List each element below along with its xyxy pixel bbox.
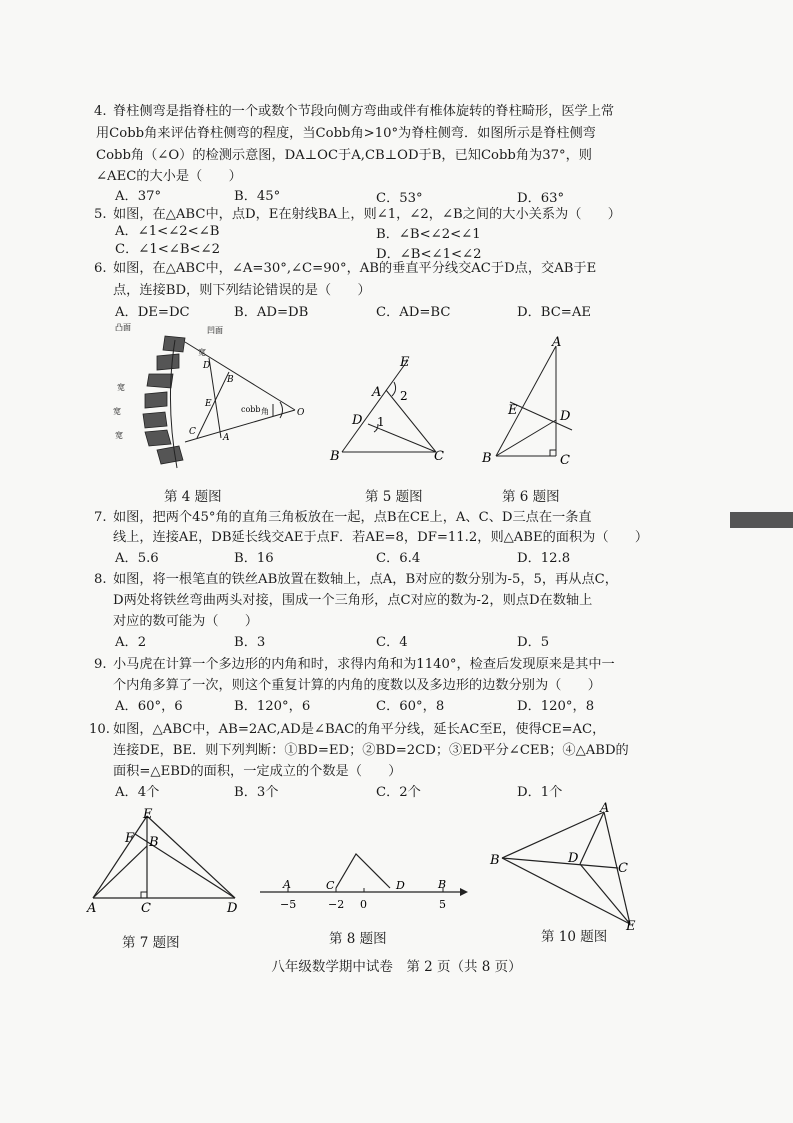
figure-5-triangle [328,352,458,464]
fig4-point-c: C [189,427,196,437]
question-6-option-d[interactable]: D．BC=AE [517,305,591,320]
page-edge-tab [730,512,793,528]
question-6-option-c[interactable]: C．AD=BC [376,305,451,320]
fig10-point-c: C [618,861,628,876]
figure-10-triangle [488,800,648,936]
question-8-line-2: D两处将铁丝弯曲两头对接，围成一个三角形，点C对应的数为-2，则点D在数轴上 [113,593,593,608]
fig5-point-b: B [330,449,340,464]
fig4-label-wide-1: 宽 [198,348,206,357]
question-7-line-2: 线上，连接AE，DB延长线交AE于点F．若AE=8，DF=11.2，则△ABE的面积为（ ） [113,530,649,545]
question-9-option-a[interactable]: A．60°，6 [115,699,183,714]
figure-7-caption: 第 7 题图 [122,935,180,951]
figure-4-caption: 第 4 题图 [164,489,222,505]
fig6-point-b: B [482,451,492,466]
fig8-point-d: D [396,879,405,892]
fig10-point-d: D [568,851,579,866]
fig8-tick-m2: −2 [328,898,345,911]
question-8-option-d[interactable]: D．5 [517,635,550,650]
fig7-point-e: E [143,807,153,822]
question-8-line-3: 对应的数可能为（ ） [113,614,259,629]
question-4-option-d[interactable]: D．63° [517,191,565,206]
fig10-point-e: E [626,919,636,934]
question-9-line-2: 个内角多算了一次，则这个重复计算的内角的度数以及多边形的边数分别为（ ） [113,678,601,693]
fig5-point-e: E [400,355,410,370]
question-10-number: 10. [89,722,110,737]
fig10-point-b: B [490,853,500,868]
question-8-option-c[interactable]: C．4 [376,635,408,650]
fig8-tick-0: 0 [360,898,367,911]
question-5-number: 5. [94,207,107,222]
question-5-option-b[interactable]: B．∠B<∠2<∠1 [376,227,481,242]
fig5-point-d: D [352,413,363,428]
fig5-angle-2: 2 [400,389,408,403]
question-5-line-1: 如图，在△ABC中，点D，E在射线BA上，则∠1，∠2，∠B之间的大小关系为（ ） [113,207,621,222]
figure-6-caption: 第 6 题图 [502,489,560,505]
fig4-label-angle: 角 [261,407,269,416]
fig7-point-b: B [149,835,159,850]
question-5-option-c[interactable]: C．∠1<∠B<∠2 [115,242,220,257]
question-9-number: 9. [94,657,107,672]
fig4-label-cobb: cobb [241,405,261,414]
question-4-option-a[interactable]: A．37° [115,189,162,204]
question-4-option-b[interactable]: B．45° [234,189,281,204]
question-9-option-c[interactable]: C．60°，8 [376,699,445,714]
fig4-point-d: D [203,361,211,371]
question-4-number: 4. [94,104,107,119]
question-10-option-c[interactable]: C．2个 [376,785,421,800]
fig5-angle-1: 1 [377,415,385,429]
fig4-label-concave: 凹面 [207,326,223,335]
question-9-option-b[interactable]: B．120°，6 [234,699,311,714]
fig4-point-b: B [227,375,234,385]
question-5-option-d[interactable]: D．∠B<∠1<∠2 [376,247,482,262]
question-7-option-c[interactable]: C．6.4 [376,551,421,566]
fig4-point-o: O [297,408,305,418]
question-6-option-a[interactable]: A．DE=DC [115,305,190,320]
fig6-point-d: D [560,409,571,424]
fig7-point-a: A [87,901,97,916]
fig4-point-e: E [205,399,212,409]
question-4-line-4: ∠AEC的大小是（ ） [96,169,242,184]
fig4-label-wide-4: 宽 [115,431,123,440]
figure-7-triangles [85,806,250,918]
question-8-number: 8. [94,572,107,587]
figure-5-caption: 第 5 题图 [365,489,423,505]
fig7-point-f: F [125,831,135,846]
fig4-point-a: A [223,433,230,443]
question-8-option-b[interactable]: B．3 [234,635,266,650]
question-6-line-2: 点，连接BD，则下列结论错误的是（ ） [113,283,371,298]
question-10-option-a[interactable]: A．4个 [115,785,160,800]
question-7-option-d[interactable]: D．12.8 [517,551,571,566]
question-9-line-1: 小马虎在计算一个多边形的内角和时，求得内角和为1140°，检查后发现原来是其中一 [113,657,615,672]
question-7-option-a[interactable]: A．5.6 [115,551,159,566]
fig6-point-c: C [560,453,570,468]
question-6-number: 6. [94,261,107,276]
figure-10-caption: 第 10 题图 [541,929,608,945]
fig8-point-c: C [326,879,335,892]
question-6-option-b[interactable]: B．AD=DB [234,305,309,320]
question-4-line-1: 脊柱侧弯是指脊柱的一个或数个节段向侧方弯曲或伴有椎体旋转的脊柱畸形，医学上常 [113,104,615,119]
figure-4-cobb-diagram [105,322,305,472]
fig8-tick-m5: −5 [280,898,297,911]
question-4-line-2: 用Cobb角来评估脊柱侧弯的程度，当Cobb角>10°为脊柱侧弯．如图所示是脊柱侧弯 [96,126,596,141]
question-10-option-b[interactable]: B．3个 [234,785,279,800]
figure-6-right-triangle [480,334,580,466]
fig8-point-a: A [283,878,291,891]
question-4-option-c[interactable]: C．53° [376,191,423,206]
question-7-option-b[interactable]: B．16 [234,551,274,566]
question-10-line-2: 连接DE，BE．则下列判断：①BD=ED；②BD=2CD；③ED平分∠CEB；④△ABD的 [113,743,629,758]
fig7-point-d: D [227,901,238,916]
fig8-point-b: B [438,878,447,891]
page-footer: 八年级数学期中试卷 第 2 页（共 8 页） [271,959,522,975]
question-5-option-a[interactable]: A．∠1<∠2<∠B [115,224,220,239]
fig8-tick-5: 5 [439,898,446,911]
fig5-point-c: C [434,449,444,464]
question-4-line-3: Cobb角（∠O）的检测示意图，DA⊥OC于A,CB⊥OD于B，已知Cobb角为37°，则 [96,148,592,163]
fig4-label-wide-3: 宽 [113,407,121,416]
fig5-point-a: A [372,385,382,400]
figure-8-number-line [258,848,473,914]
fig4-label-wide-2: 宽 [117,383,125,392]
fig6-point-e: E [508,403,518,418]
question-7-number: 7. [94,510,107,525]
fig6-point-a: A [552,335,562,350]
question-10-option-d[interactable]: D．1个 [517,785,563,800]
question-10-line-3: 面积=△EBD的面积，一定成立的个数是（ ） [113,764,402,779]
fig10-point-a: A [600,801,610,816]
question-9-option-d[interactable]: D．120°，8 [517,699,595,714]
fig7-point-c: C [141,901,151,916]
figure-8-caption: 第 8 题图 [329,931,387,947]
question-6-line-1: 如图，在△ABC中，∠A=30°,∠C=90°，AB的垂直平分线交AC于D点，交AB于E [113,261,597,276]
question-7-line-1: 如图，把两个45°角的直角三角板放在一起，点B在CE上，A、C、D三点在一条直 [113,510,592,525]
question-8-line-1: 如图，将一根笔直的铁丝AB放置在数轴上，点A，B对应的数分别为-5，5，再从点C， [113,572,618,587]
question-10-line-1: 如图，△ABC中，AB=2AC,AD是∠BAC的角平分线，延长AC至E，使得CE=AC， [113,722,606,737]
question-8-option-a[interactable]: A．2 [115,635,147,650]
fig4-label-convex: 凸面 [115,323,131,332]
